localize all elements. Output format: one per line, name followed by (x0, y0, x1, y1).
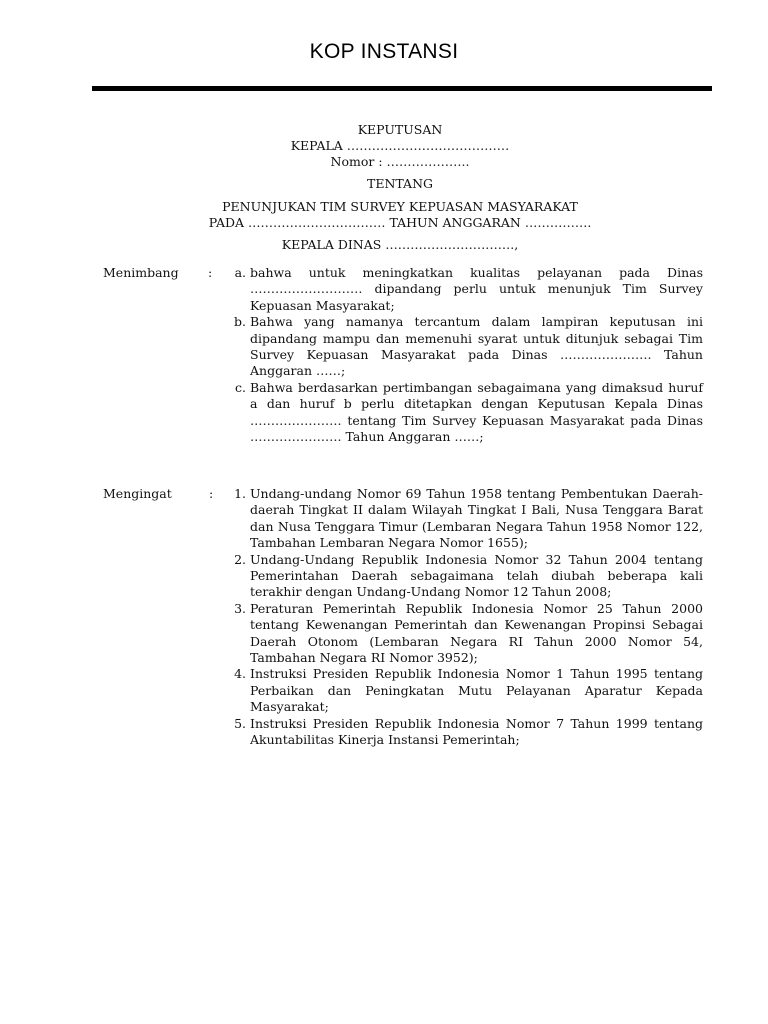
item-marker: 1. (234, 486, 246, 501)
item-text: Peraturan Pemerintah Republik Indonesia Nomor 25 Tahun 2000 tentang Kewenangan Pemerintah dan Kewenangan Propinsi Sebagai Daerah Otonom (Lembaran Negara RI Tahun 2000 Nomor 54, Tambahan Negara RI Nomor 3952); (250, 600, 703, 666)
menimbang-item-a (234, 265, 703, 314)
decree-heading (0, 122, 768, 170)
item-marker: b. (234, 314, 246, 330)
mengingat-item-1 (234, 486, 703, 552)
item-marker: a. (234, 265, 246, 280)
mengingat-item-3 (234, 600, 703, 667)
letterhead-rule (92, 86, 712, 91)
mengingat-label: Mengingat (103, 486, 172, 501)
mengingat-items (234, 486, 703, 749)
item-text: Instruksi Presiden Republik Indonesia Nomor 1 Tahun 1995 tentang Perbaikan dan Peningkatan Mutu Pelayanan Aparatur Kepada Masyarakat; (250, 666, 703, 715)
decree-subject (0, 176, 768, 231)
heading-tentang: TENTANG (366, 176, 433, 191)
heading-nomor: Nomor : ……………….. (330, 154, 470, 169)
subject-line-1: PENUNJUKAN TIM SURVEY KEPUASAN MASYARAKAT (222, 199, 578, 214)
item-text: Bahwa yang namanya tercantum dalam lampiran keputusan ini dipandang mampu dan memenuhi syarat untuk ditunjuk sebagai Tim Survey Kepuasan Masyarakat pada Dinas …………………. Tahun Anggaran ……; (250, 314, 703, 379)
letterhead-title: KOP INSTANSI (309, 40, 459, 63)
item-marker: 3. (234, 600, 246, 616)
item-text: Instruksi Presiden Republik Indonesia Nomor 7 Tahun 1999 tentang Akuntabilitas Kinerja Instansi Pemerintah; (250, 715, 703, 748)
menimbang-item-b (234, 314, 703, 380)
item-text: Bahwa berdasarkan pertimbangan sebagaimana yang dimaksud huruf a dan huruf b perlu ditetapkan dengan Keputusan Kepala Dinas …………………. tentang Tim Survey Kepuasan Masyarakat pada Dinas …………………. Tahun Anggaran ……; (250, 379, 703, 445)
subject-line-2: PADA …………………………… TAHUN ANGGARAN ……………. (208, 215, 592, 230)
kepala-dinas-block (0, 237, 768, 253)
item-marker: 4. (234, 666, 246, 682)
item-text: Undang-undang Nomor 69 Tahun 1958 tentang Pembentukan Daerah-daerah Tingkat II dalam Wilayah Tingkat I Bali, Nusa Tenggara Barat dan Nusa Tenggara Timur (Lembaran Negara Tahun 1958 Nomor 122, Tambahan Lembaran Negara Nomor 1655); (250, 486, 703, 551)
item-marker: 2. (234, 551, 246, 567)
mengingat-item-5 (234, 715, 703, 749)
item-text: bahwa untuk meningkatkan kualitas pelayanan pada Dinas ……………………… dipandang perlu untuk menunjuk Tim Survey Kepuasan Masyarakat; (250, 265, 703, 313)
menimbang-items (234, 265, 703, 445)
item-text: Undang-Undang Republik Indonesia Nomor 32 Tahun 2004 tentang Pemerintahan Daerah sebagaimana telah diubah beberapa kali terakhir dengan Undang-Undang Nomor 12 Tahun 2008; (250, 551, 703, 600)
item-marker: 5. (234, 715, 246, 731)
mengingat-item-2 (234, 551, 703, 601)
mengingat-colon: : (209, 486, 214, 501)
menimbang-colon: : (208, 265, 213, 280)
heading-kepala-dinas: KEPALA DINAS …………………………., (281, 237, 519, 252)
heading-keputusan: KEPUTUSAN (357, 122, 443, 137)
mengingat-item-4 (234, 666, 703, 715)
item-marker: c. (235, 379, 246, 395)
menimbang-label: Menimbang (103, 265, 179, 280)
menimbang-item-c (235, 379, 703, 446)
heading-kepala: KEPALA ………………………………… (290, 138, 510, 153)
